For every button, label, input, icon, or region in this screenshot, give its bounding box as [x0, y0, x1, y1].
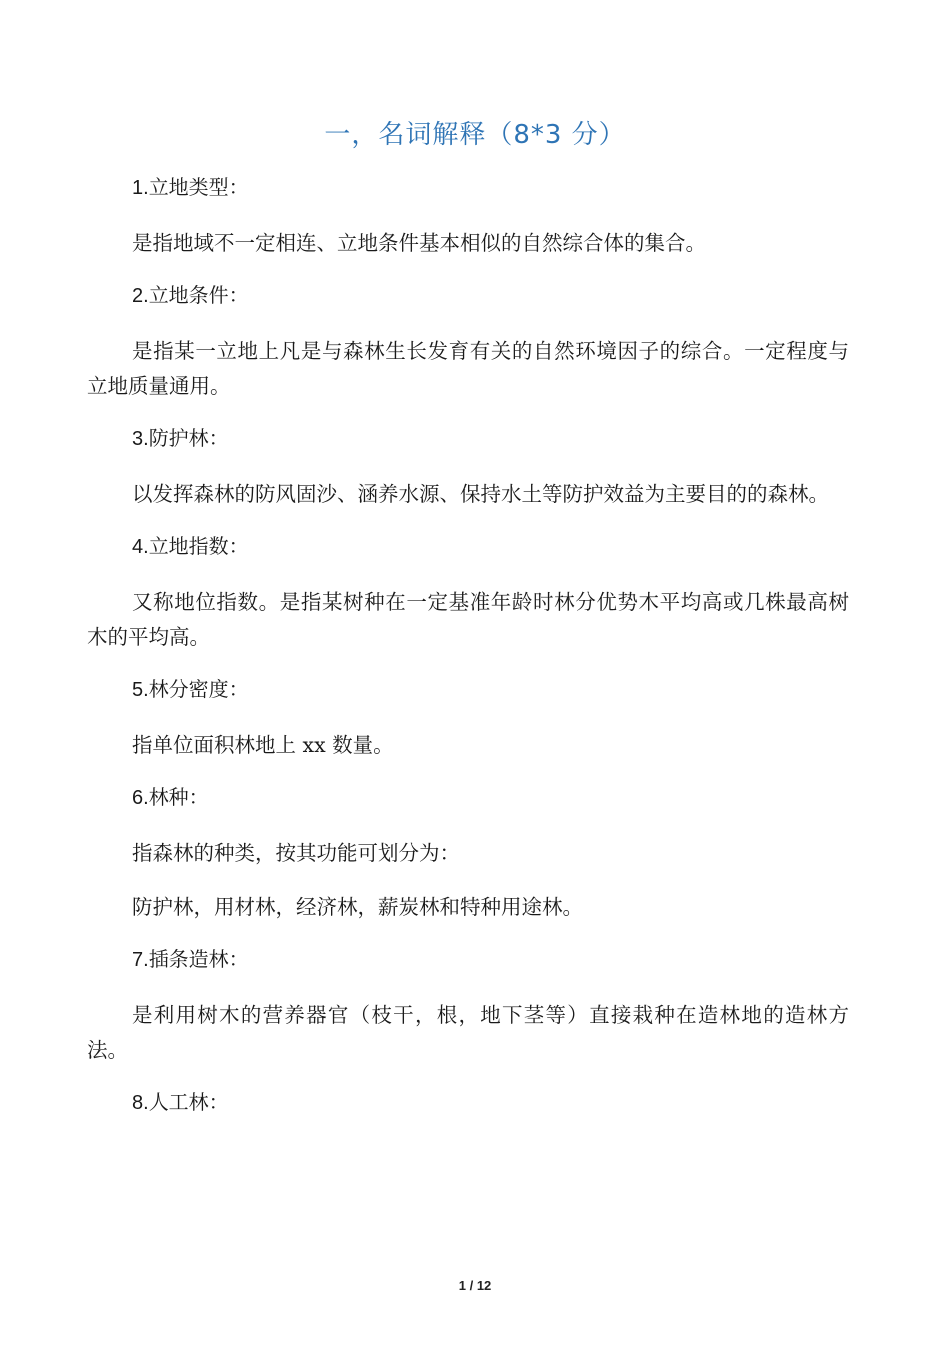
- term-number: 2.: [132, 285, 149, 307]
- term-heading-6: [87, 782, 849, 812]
- total-pages: 12: [476, 1278, 492, 1293]
- term-label: 林种：: [148, 785, 209, 809]
- term-definition-1: 是指地域不一定相连、立地条件基本相似的自然综合体的集合。: [132, 231, 706, 255]
- term-label: 插条造林：: [148, 947, 249, 971]
- term-number: 5.: [132, 679, 149, 701]
- term-number: 1.: [132, 177, 149, 199]
- term-label: 立地条件：: [148, 283, 249, 307]
- term-label: 林分密度：: [148, 677, 249, 701]
- term-heading-7: [87, 944, 849, 974]
- term-heading-3: [87, 423, 849, 453]
- term-number: 4.: [132, 536, 149, 558]
- page-number-footer: [0, 1278, 950, 1293]
- current-page: 1: [458, 1278, 466, 1293]
- term-definition-2: 是指某一立地上凡是与森林生长发育有关的自然环境因子的综合。一定程度与立地质量通用。: [87, 339, 849, 398]
- term-label: 防护林：: [148, 426, 229, 450]
- term-heading-4: [87, 531, 849, 561]
- term-definition-4: 又称地位指数。是指某树种在一定基准年龄时林分优势木平均高或几株最高树木的平均高。: [87, 590, 849, 649]
- glossary-content: [87, 172, 849, 1117]
- term-definition-6a: 指森林的种类，按其功能可划分为：: [132, 841, 460, 865]
- term-heading-8: [87, 1087, 849, 1117]
- term-label: 立地类型：: [148, 175, 249, 199]
- term-label: 人工林：: [148, 1090, 229, 1114]
- term-number: 6.: [132, 787, 149, 809]
- term-heading-5: [87, 674, 849, 704]
- page-separator: /: [469, 1278, 474, 1293]
- term-number: 7.: [132, 949, 149, 971]
- term-label: 立地指数：: [148, 534, 249, 558]
- term-number: 3.: [132, 428, 149, 450]
- term-heading-2: [87, 280, 849, 310]
- term-definition-3: 以发挥森林的防风固沙、涵养水源、保持水土等防护效益为主要目的的森林。: [132, 482, 829, 506]
- section-title: 一，名词解释（8*3 分）: [324, 120, 626, 150]
- term-definition-7: 是利用树木的营养器官（枝干，根，地下茎等）直接栽种在造林地的造林方法。: [87, 1003, 849, 1062]
- term-heading-1: [87, 172, 849, 202]
- term-number: 8.: [132, 1092, 149, 1114]
- term-definition-6b: 防护林，用材林，经济林，薪炭林和特种用途林。: [132, 895, 583, 919]
- term-definition-5: 指单位面积林地上 xx 数量。: [132, 733, 394, 757]
